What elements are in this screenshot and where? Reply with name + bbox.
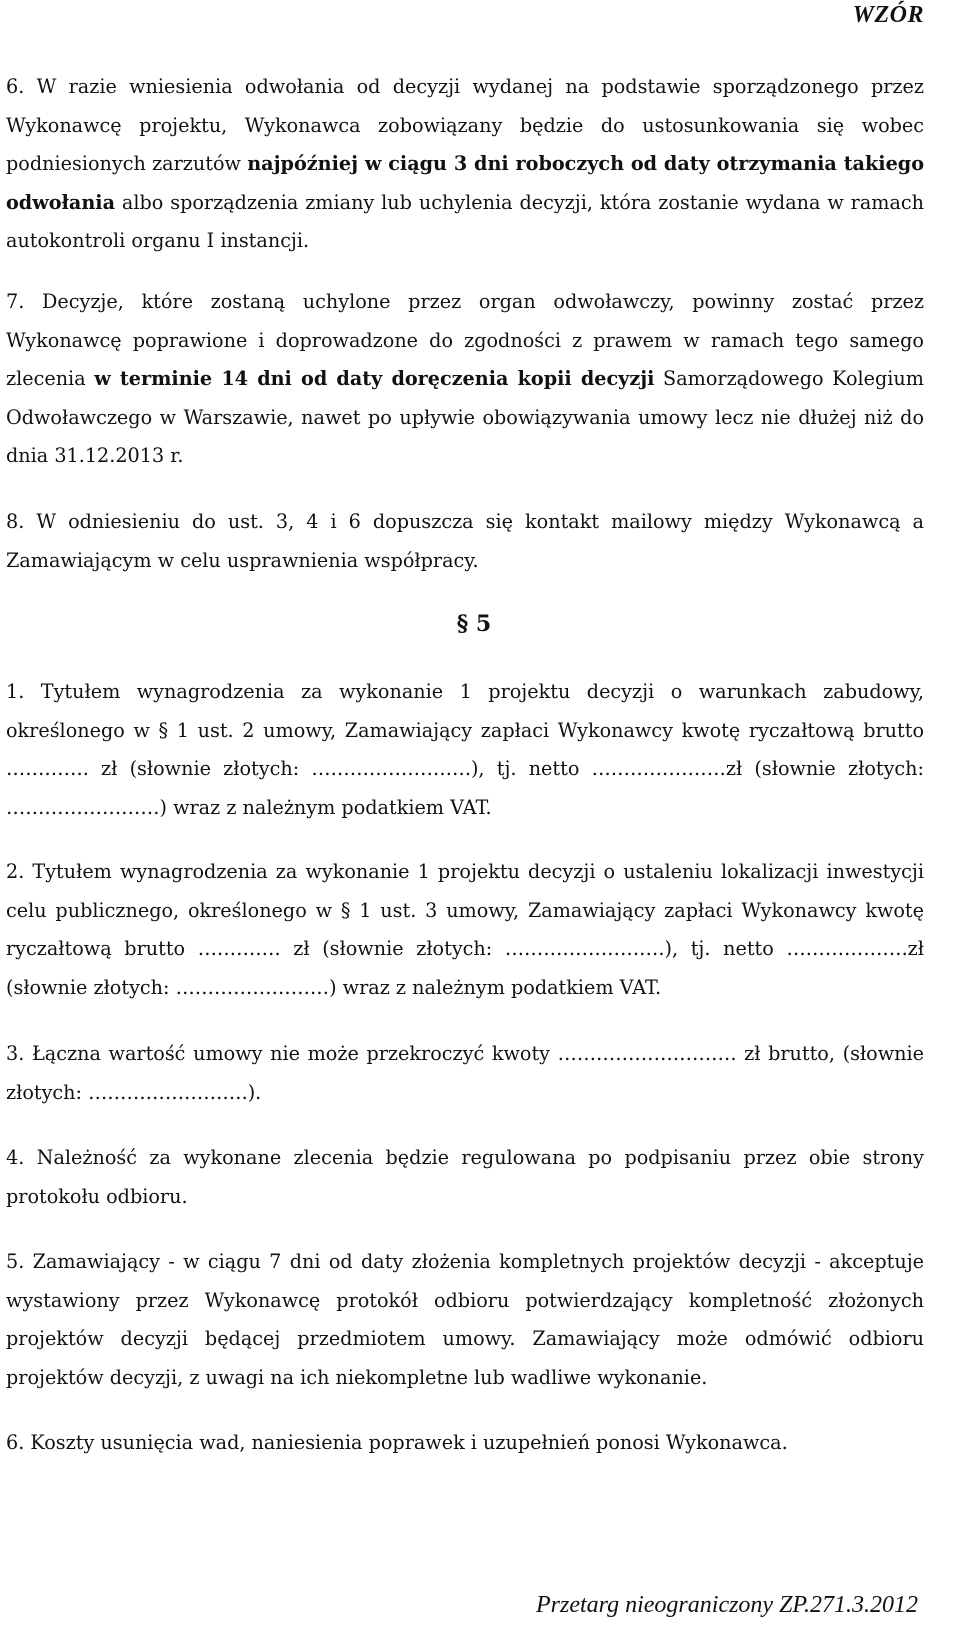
- section5-paragraph-2: 2. Tytułem wynagrodzenia za wykonanie 1 projektu decyzji o ustaleniu lokalizacji inwestycji celu publicznego, określonego w § 1 ust. 3 umowy, Zamawiający zapłaci Wykonawcy kwotę ryczałtową brutto …………. zł (słownie złotych: …………………….), tj. netto ……………….zł (słownie złotych: ……………………) wraz z należnym podatkiem VAT.: [6, 860, 924, 999]
- section5-paragraph-4: 4. Należność za wykonane zlecenia będzie regulowana po podpisaniu przez obie strony protokołu odbioru.: [6, 1146, 924, 1208]
- paragraph-7-text-b: Samorządowego Kolegium Odwoławczego w Warszawie, nawet po upływie obowiązywania umowy lecz nie dłużej niż do dnia 31.12.2013 r.: [6, 367, 924, 468]
- paragraph-7-text-a: 7. Decyzje, które zostaną uchylone przez organ odwoławczy, powinny zostać przez Wykonawcę poprawione i doprowadzone do zgodności z prawem w ramach tego samego zlecenia: [6, 290, 924, 391]
- section5-paragraph-5: 5. Zamawiający - w ciągu 7 dni od daty złożenia kompletnych projektów decyzji - akceptuje wystawiony przez Wykonawcę protokół odbioru potwierdzający kompletność złożonych projektów decyzji będącej przedmiotem umowy. Zamawiający może odmówić odbioru projektów decyzji, z uwagi na ich niekompletne lub wadliwe wykonanie.: [6, 1250, 924, 1389]
- paragraph-6-bold: najpóźniej w ciągu 3 dni roboczych od daty otrzymania takiego odwołania: [6, 152, 924, 214]
- paragraph-6-text-b: albo sporządzenia zmiany lub uchylenia decyzji, która zostanie wydana w ramach autokontroli organu I instancji.: [6, 190, 924, 253]
- paragraph-7-bold: w terminie 14 dni od daty doręczenia kopii decyzji: [94, 367, 655, 391]
- section-heading: § 5: [456, 611, 492, 637]
- document-footer: Przetarg nieograniczony ZP.271.3.2012: [536, 1592, 918, 1618]
- section5-paragraph-3: 3. Łączna wartość umowy nie może przekroczyć kwoty ………………………. zł brutto, (słownie złotych: …………………….).: [6, 1042, 924, 1104]
- paragraph-6-text-a: 6. W razie wniesienia odwołania od decyzji wydanej na podstawie sporządzonego przez Wykonawcę projektu, Wykonawca zobowiązany będzie do ustosunkowania się wobec podniesionych zarzutów: [6, 75, 924, 176]
- section5-paragraph-6: 6. Koszty usunięcia wad, naniesienia poprawek i uzupełnień ponosi Wykonawca.: [6, 1431, 788, 1454]
- document-header-mark: WZÓR: [852, 2, 924, 28]
- paragraph-7: [6, 283, 924, 476]
- section5-paragraph-1: 1. Tytułem wynagrodzenia za wykonanie 1 projektu decyzji o warunkach zabudowy, określonego w § 1 ust. 2 umowy, Zamawiający zapłaci Wykonawcy kwotę ryczałtową brutto …………. zł (słownie złotych: …………………….), tj. netto …………………zł (słownie złotych: ……………………) wraz z należnym podatkiem VAT.: [6, 680, 924, 819]
- paragraph-6: [6, 68, 924, 261]
- paragraph-8: 8. W odniesieniu do ust. 3, 4 i 6 dopuszcza się kontakt mailowy między Wykonawcą a Zamawiającym w celu usprawnienia współpracy.: [6, 510, 924, 572]
